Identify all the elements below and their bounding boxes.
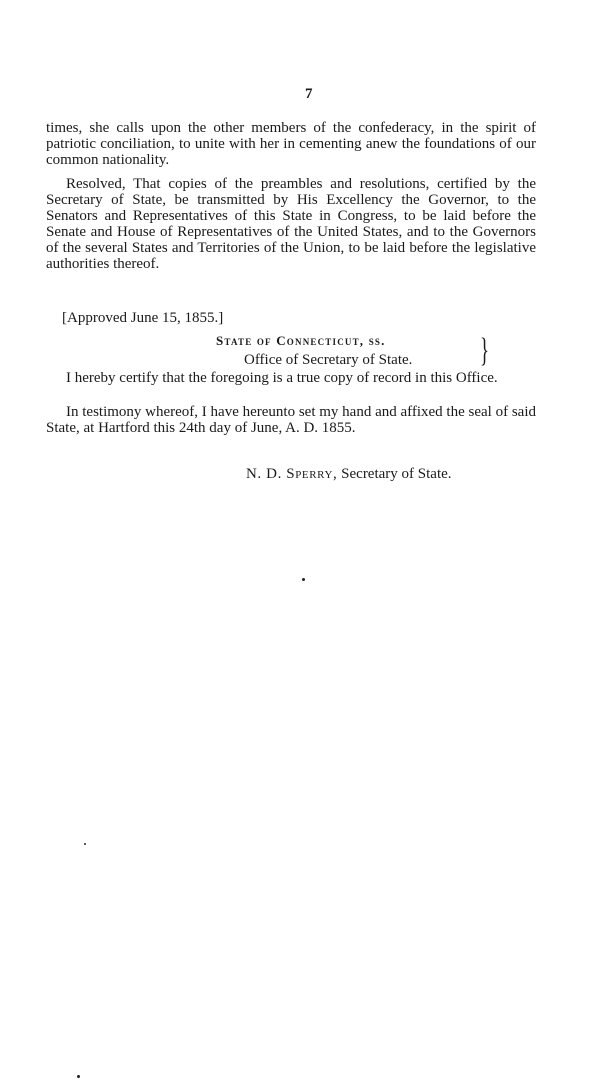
signatory-name: N. D. Sperry,: [246, 466, 338, 482]
ink-speck: [84, 843, 86, 845]
signature-line: [246, 466, 452, 483]
resolution-paragraph: [46, 176, 536, 272]
certification-text: I hereby certify that the foregoing is a true copy of record in this Office.: [66, 370, 498, 386]
paragraph-text: times, she calls upon the other members of the confederacy, in the spirit of patriotic conciliation, to unite with her in cementing anew the foundations of our common nationality.: [46, 120, 536, 168]
signatory-title: Secretary of State.: [341, 466, 452, 482]
testimony-paragraph: [46, 404, 536, 436]
state-heading: State of Connecticut, ss.: [216, 333, 386, 348]
testimony-text: In testimony whereof, I have hereunto set my hand and affixed the seal of said State, at Hartford this 24th day of June, A. D. 1855.: [46, 404, 536, 436]
certification-paragraph: [46, 370, 536, 386]
brace-icon: }: [480, 332, 489, 369]
resolution-text: Resolved, That copies of the preambles and resolutions, certified by the Secretary of State, be transmitted by His Excellency the Governor, to the Senators and Representatives of this State in Congress, to be laid before the Senate and House of Representatives of the United States, and to the Governors of the several States and Territories of the Union, to be laid before the legislative authorities thereof.: [46, 176, 536, 272]
approval-date: [Approved June 15, 1855.]: [62, 310, 224, 326]
page-number: 7: [305, 86, 313, 102]
ink-speck: [77, 1075, 80, 1078]
office-heading: Office of Secretary of State.: [244, 352, 413, 368]
ink-speck: [302, 578, 305, 581]
paragraph-continuation: [46, 120, 536, 168]
